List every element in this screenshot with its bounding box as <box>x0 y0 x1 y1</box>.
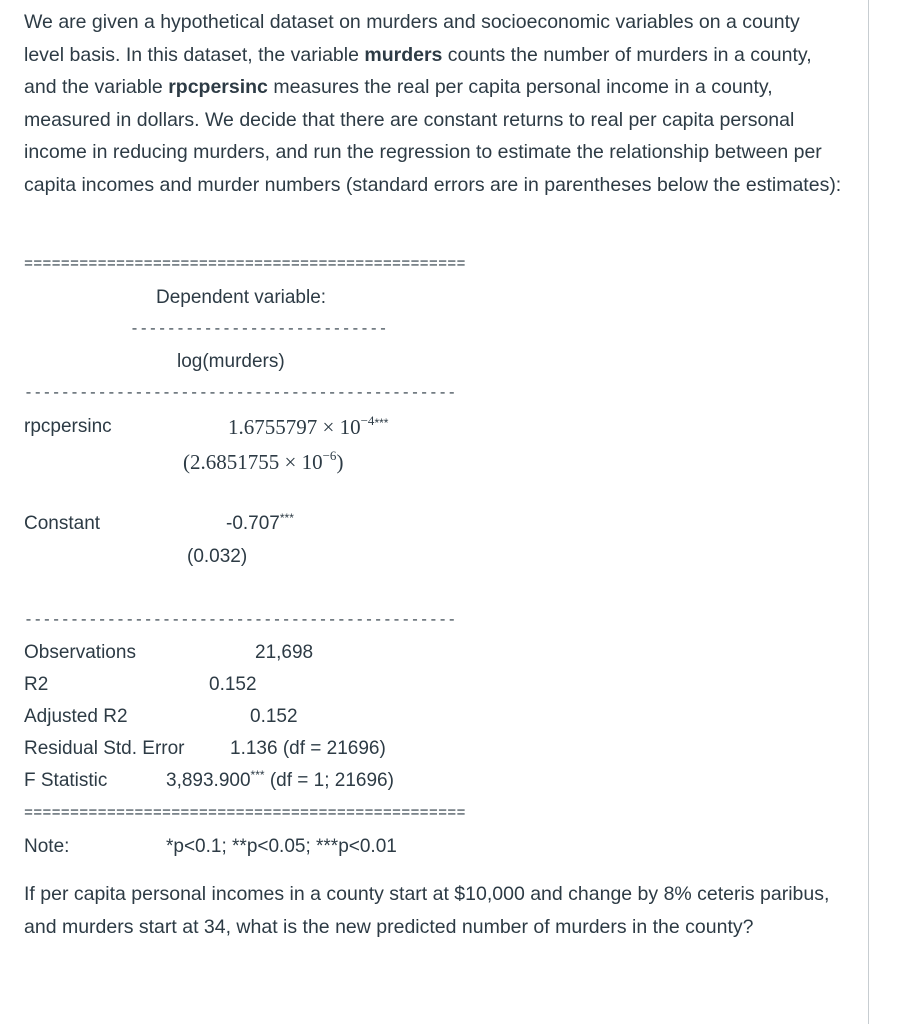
adjusted-r2-label: Adjusted R2 <box>24 706 128 727</box>
f-statistic-value: 3,893.900*** (df = 1; 21696) <box>166 768 394 791</box>
r2-value: 0.152 <box>209 674 257 695</box>
header-sub-rule: ---------------------------- <box>130 321 388 338</box>
content-border <box>868 0 869 1024</box>
note-label: Note: <box>24 836 70 857</box>
adjusted-r2-value: 0.152 <box>250 706 298 727</box>
significance-stars: *** <box>279 511 294 525</box>
r2-label: R2 <box>24 674 49 695</box>
significance-stars: *** <box>374 416 389 430</box>
residual-std-error-label: Residual Std. Error <box>24 738 185 759</box>
var-rpcpersinc: rpcpersinc <box>168 76 268 98</box>
table-bottom-rule: ================================================ <box>24 805 466 822</box>
f-statistic-label: F Statistic <box>24 770 108 791</box>
question-paragraph: If per capita personal incomes in a county start at $10,000 and change by 8% ceteris paribus, and murders start at 34, what is the new predicted number of murders in the county? <box>24 883 830 938</box>
intro-text-1: We are given a hypothetical dataset on murders and socioeconomic variables on a county level basis. In this dataset, the variable <box>24 11 800 66</box>
var-murders: murders <box>364 43 443 66</box>
constant-label: Constant <box>24 513 101 534</box>
intro-paragraph <box>24 6 844 201</box>
rpcpersinc-label: rpcpersinc <box>24 416 112 437</box>
note-value: *p<0.1; **p<0.05; ***p<0.01 <box>166 836 397 857</box>
table-top-rule: ================================================ <box>24 256 466 273</box>
intro-text-2: counts the number of murders in a county, and the variable <box>24 43 812 98</box>
rpcpersinc-std-error: $(2.6851755 \times 10^{-6})$ <box>183 448 344 474</box>
dependent-variable-name: log(murders) <box>177 351 285 372</box>
observations-label: Observations <box>24 642 136 663</box>
header-bottom-rule: ----------------------------------------------- <box>24 385 457 402</box>
rpcpersinc-coefficient: $1.6755797 \times 10^{-4***}$ <box>228 413 389 439</box>
constant-std-error: (0.032) <box>187 546 248 567</box>
significance-stars: *** <box>250 768 265 782</box>
residual-std-error-value: 1.136 (df = 21696) <box>230 738 386 759</box>
stats-top-rule: ----------------------------------------------- <box>24 612 457 629</box>
dependent-variable-header: Dependent variable: <box>156 287 327 308</box>
observations-value: 21,698 <box>255 642 314 663</box>
constant-coefficient: -0.707*** <box>226 511 294 534</box>
intro-text-3: measures the real per capita personal income in a county, measured in dollars. We decide that there are constant returns to real per capita personal income in reducing murders, and run the regression to estimate the relationship between per capita incomes and murder numbers (standard errors are in parentheses below the estimates): <box>24 76 842 196</box>
